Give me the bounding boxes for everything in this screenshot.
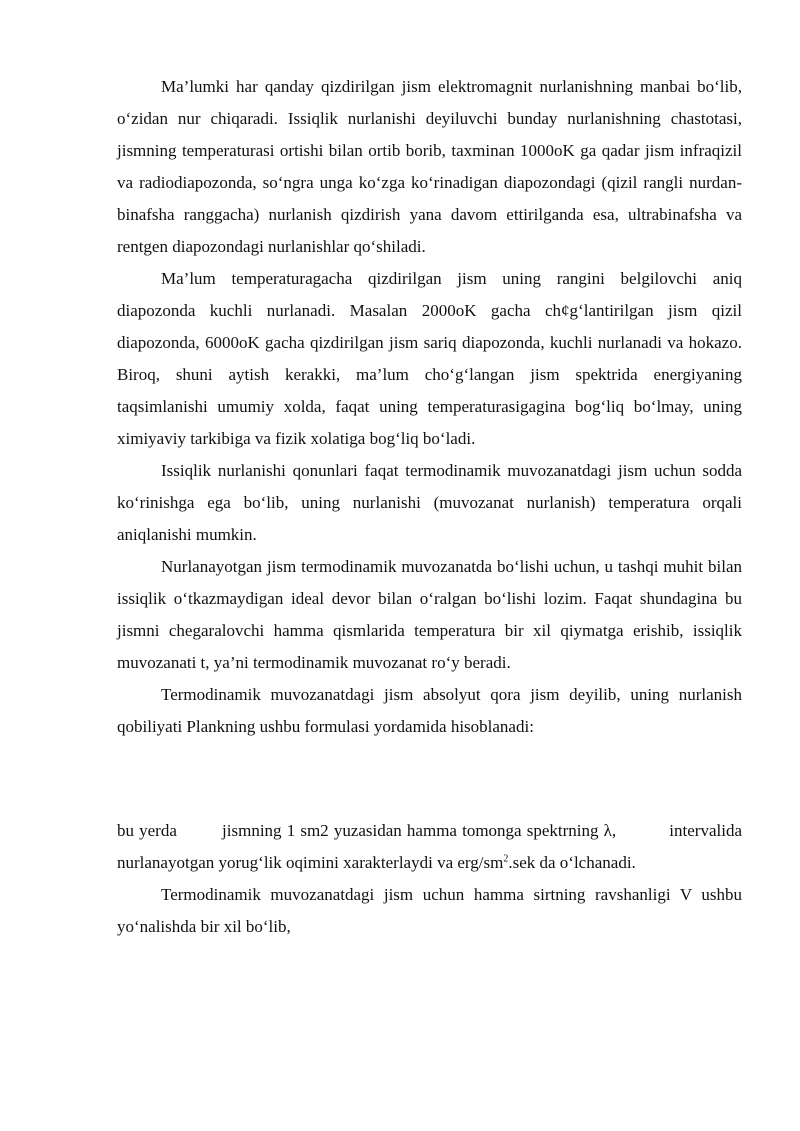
formula-placeholder (117, 743, 742, 815)
paragraph-3: Issiqlik nurlanishi qonunlari faqat termodinamik muvozanatdagi jism uchun sodda ko‘rinishga ega bo‘lib, uning nurlanishi (muvozanat nurlanish) temperatura orqali aniqlanishi mumkin. (117, 461, 742, 544)
paragraph-4: Nurlanayotgan jism termodinamik muvozanatda bo‘lishi uchun, u tashqi muhit bilan issiqlik o‘tkazmaydigan ideal devor bilan o‘ralgan bo‘lishi lozim. Faqat shundagina bu jismni chegaralovchi hamma qismlarida temperatura bir xil qiymatga erishib, issiqlik muvozanati t, ya’ni termodinamik muvozanat ro‘y beradi. (117, 557, 742, 672)
definition-line2: intervalida nurlanayotgan yorug‘lik oqimini xarakterlaydi va erg/sm (117, 821, 742, 872)
paragraph-1: Ma’lumki har qanday qizdirilgan jism elektromagnit nurlanishning manbai bo‘lib, o‘zidan nur chiqaradi. Issiqlik nurlanishi deyiluvchi bunday nurlanishning chastotasi, jismning temperaturasi ortishi bilan ortib borib, taxminan 1000oK ga qadar jism infraqizil va radiodiapozonda, so‘ngra unga ko‘zga ko‘rinadigan diapozondagi (qizil rangli nurdan-binafsha ranggacha) nurlanish qizdirish yana davom ettirilganda esa, ultrabinafsha va rentgen diapozondagi nurlanishlar qo‘shiladi. (117, 77, 742, 256)
paragraph-5: Termodinamik muvozanatdagi jism absolyut qora jism deyilib, uning nurlanish qobiliyati Plankning ushbu formulasi yordamida hisoblanadi: (117, 685, 742, 736)
definition-line2-end: .sek da o‘lchanadi. (508, 853, 636, 872)
definition-lead: bu yerda (117, 821, 177, 840)
paragraph-2: Ma’lum temperaturagacha qizdirilgan jism uning rangini belgilovchi aniq diapozonda kuchli nurlanadi. Masalan 2000oK gacha ch¢g‘lantirilgan jism qizil diapozonda, 6000oK gacha qizdirilgan jism sariq diapozonda, kuchli nurlanadi va hokazo. Biroq, shuni aytish kerakki, ma’lum cho‘g‘langan jism spektrida energiyaning taqsimlanishi umumiy xolda, faqat uning temperaturasigagina bog‘liq bo‘lmay, uning ximiyaviy tarkibiga va fizik xolatiga bog‘liq bo‘ladi. (117, 269, 742, 448)
document-page (117, 71, 742, 943)
final-paragraph: Termodinamik muvozanatdagi jism uchun hamma sirtning ravshanligi V ushbu yo‘nalishda bir xil bo‘lib, (117, 885, 742, 936)
definition-paragraph (117, 815, 742, 879)
superscript-2: 2 (503, 853, 509, 865)
definition-body: jismning 1 sm2 yuzasidan hamma tomonga spektrning λ, (222, 821, 617, 840)
